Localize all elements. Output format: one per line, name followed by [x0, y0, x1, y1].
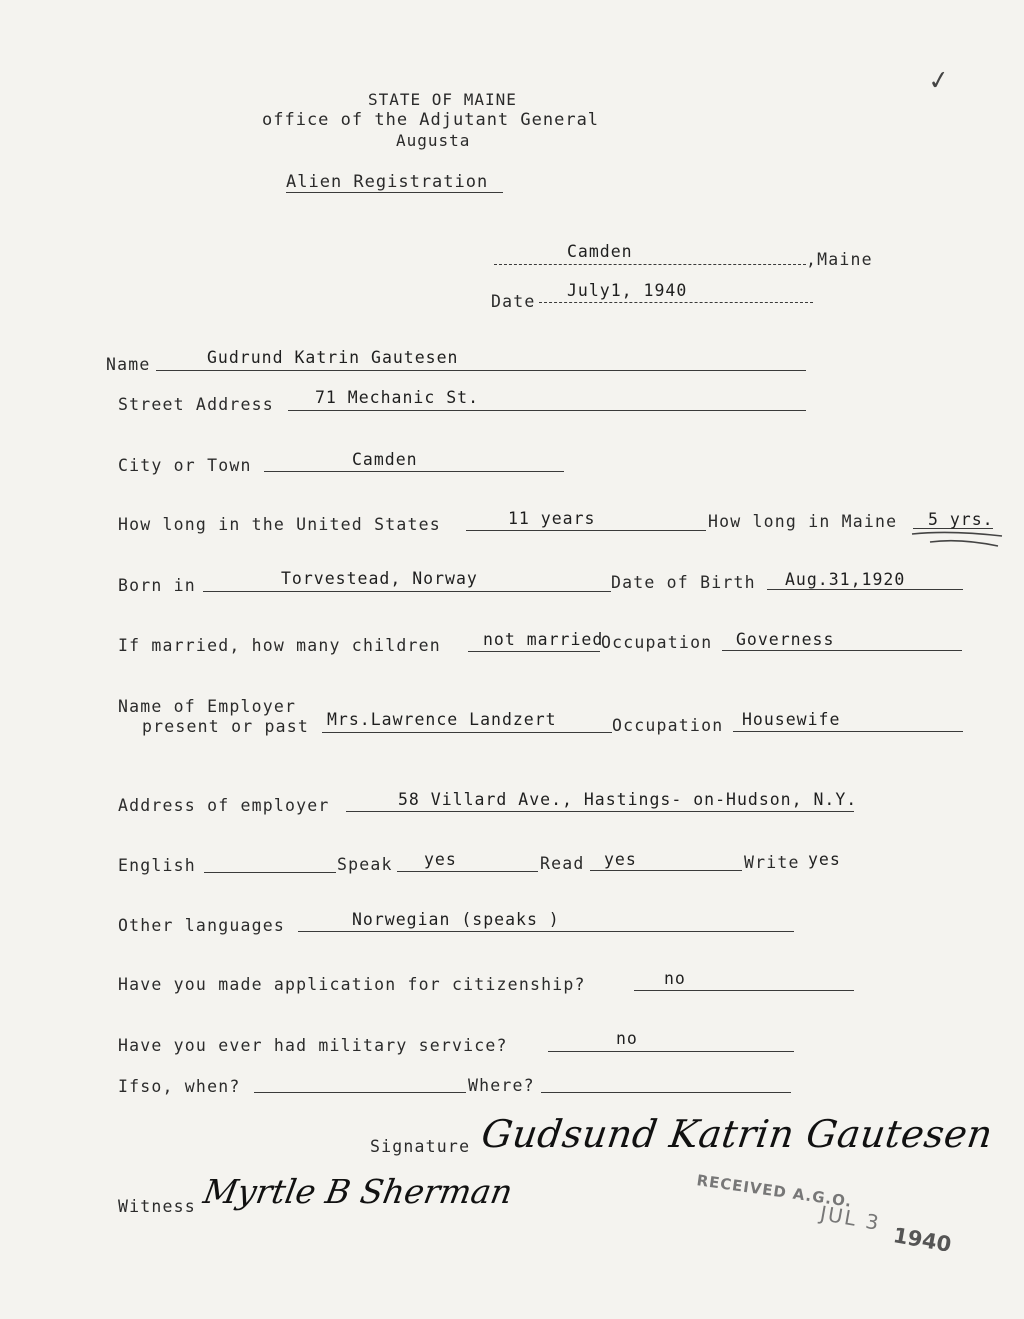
english-label: English — [118, 856, 196, 875]
military-line — [548, 1051, 794, 1052]
citizenship-line — [634, 990, 854, 991]
employer-occupation-label: Occupation — [612, 716, 724, 735]
read-line — [590, 870, 742, 871]
employer-address-value: 58 Villard Ave., Hastings- on-Hudson, N.Y. — [398, 790, 858, 809]
other-languages-label: Other languages — [118, 916, 286, 935]
employer-occupation-line — [733, 731, 963, 732]
born-line — [203, 591, 611, 592]
date-label: Date — [491, 292, 536, 311]
employer-address-label: Address of employer — [118, 796, 330, 815]
city-value: Camden — [352, 450, 418, 469]
read-label: Read — [540, 854, 585, 873]
born-label: Born in — [118, 576, 196, 595]
years-maine-value: 5 yrs. — [928, 510, 994, 529]
name-line — [156, 370, 806, 371]
town-line — [494, 264, 806, 265]
speak-label: Speak — [337, 855, 393, 874]
employer-line — [322, 732, 612, 733]
speak-value: yes — [424, 850, 457, 869]
ifso-line — [254, 1092, 466, 1093]
write-label: Write — [744, 853, 800, 872]
street-value: 71 Mechanic St. — [315, 388, 480, 407]
street-line — [288, 410, 806, 411]
dob-label: Date of Birth — [611, 573, 756, 592]
children-line — [468, 651, 600, 652]
witness-value: Myrtle B Sherman — [200, 1172, 516, 1211]
signature-value: Gudsund Katrin Gautesen — [478, 1112, 996, 1156]
witness-label: Witness — [118, 1197, 196, 1216]
header-state: STATE OF MAINE — [368, 90, 517, 109]
header-office: office of the Adjutant General — [262, 110, 600, 130]
english-line — [204, 872, 336, 873]
received-stamp: RECEIVED A.G.O. — [695, 1171, 854, 1211]
dob-value: Aug.31,1920 — [785, 570, 906, 589]
other-languages-line — [298, 931, 794, 932]
citizenship-label: Have you made application for citizenship? — [118, 975, 586, 994]
employer-address-line — [346, 811, 854, 812]
employer-label-2: present or past — [142, 717, 310, 736]
military-value: no — [616, 1029, 638, 1048]
name-label: Name — [106, 355, 151, 374]
stamp-year: 1940 — [891, 1223, 954, 1257]
children-label: If married, how many children — [118, 636, 441, 655]
children-value: not married — [483, 630, 604, 649]
other-languages-value: Norwegian (speaks ) — [352, 910, 560, 929]
years-maine-label: How long in Maine — [708, 512, 898, 531]
state-suffix: ,Maine — [806, 250, 873, 269]
city-label: City or Town — [118, 456, 252, 475]
years-us-line — [466, 530, 706, 531]
dob-line — [767, 589, 963, 590]
stamp-month: JUL 3 — [818, 1200, 883, 1236]
form-title: Alien Registration — [286, 172, 489, 192]
employer-label-1: Name of Employer — [118, 697, 297, 716]
town-value: Camden — [567, 242, 633, 261]
where-line — [541, 1092, 791, 1093]
date-value: July1, 1940 — [567, 281, 688, 300]
employer-occupation-value: Housewife — [742, 710, 841, 729]
read-value: yes — [604, 850, 637, 869]
write-value: yes — [808, 850, 841, 869]
occupation-value: Governess — [736, 630, 835, 649]
occupation-line — [722, 650, 962, 651]
ifso-label: Ifso, when? — [118, 1077, 241, 1096]
check-mark-icon: ✓ — [926, 64, 952, 98]
occupation-label: Occupation — [601, 633, 713, 652]
street-label: Street Address — [118, 395, 274, 414]
years-us-label: How long in the United States — [118, 515, 441, 534]
employer-value: Mrs.Lawrence Landzert — [327, 710, 557, 729]
underline-scribble-icon — [910, 528, 1005, 550]
born-value: Torvestead, Norway — [281, 569, 478, 588]
speak-line — [397, 871, 538, 872]
military-label: Have you ever had military service? — [118, 1036, 508, 1055]
date-line — [539, 302, 813, 303]
name-value: Gudrund Katrin Gautesen — [207, 348, 459, 367]
header-city: Augusta — [396, 131, 471, 150]
city-line — [264, 471, 564, 472]
signature-label: Signature — [370, 1137, 471, 1156]
form-title-underline — [286, 192, 503, 193]
years-us-value: 11 years — [508, 509, 596, 528]
where-label: Where? — [468, 1076, 535, 1095]
citizenship-value: no — [664, 969, 686, 988]
